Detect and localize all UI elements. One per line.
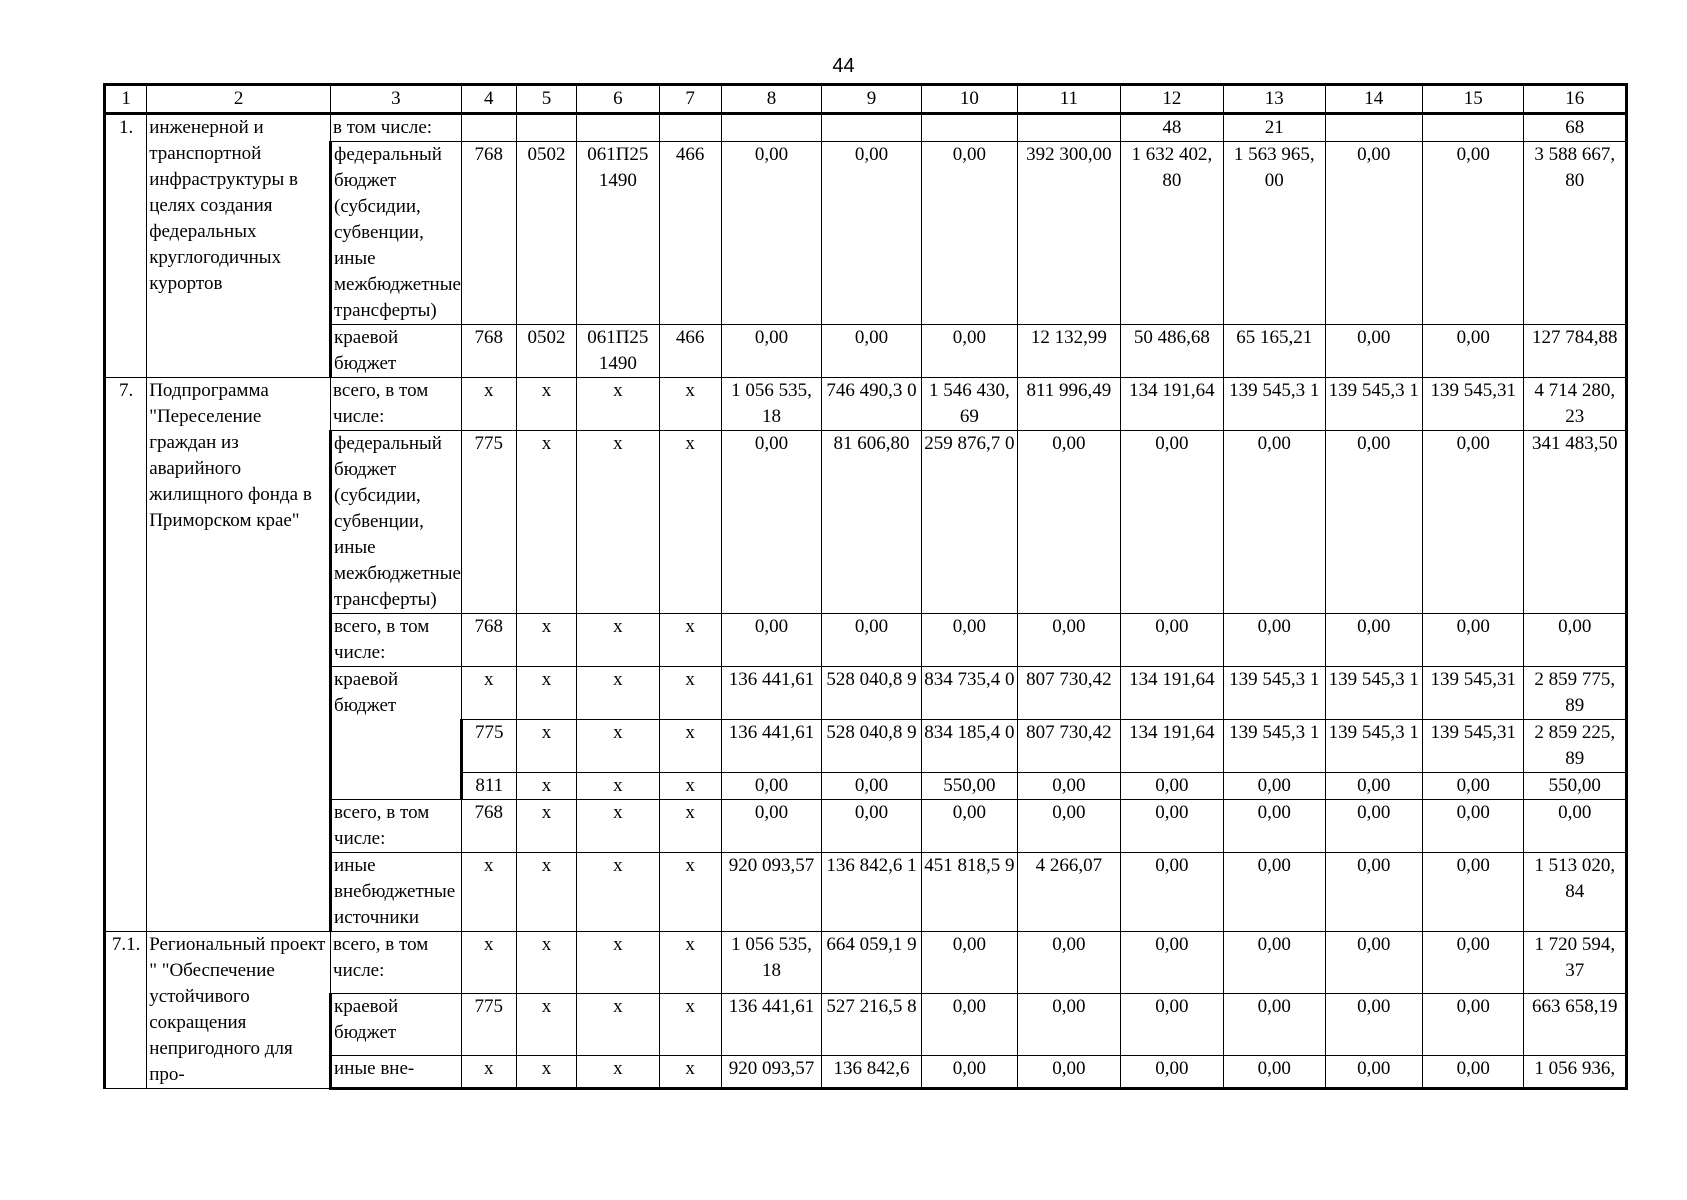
value-cell: x xyxy=(659,853,721,932)
value-cell: 0,00 xyxy=(1018,614,1120,667)
value-cell: x xyxy=(577,853,659,932)
funding-source: всего, в том числе: xyxy=(331,932,462,994)
value-cell: 139 545,3 1 xyxy=(1224,378,1325,431)
value-cell: 139 545,3 1 xyxy=(1224,720,1325,773)
value-cell: 3 588 667, 80 xyxy=(1524,142,1627,325)
value-cell: 139 545,3 1 xyxy=(1325,667,1422,720)
value-cell: 134 191,64 xyxy=(1120,378,1223,431)
value-cell: 0,00 xyxy=(822,614,921,667)
value-cell: x xyxy=(516,1056,576,1089)
value-cell: 0,00 xyxy=(1224,800,1325,853)
value-cell: 061П25 1490 xyxy=(577,142,659,325)
value-cell: 0,00 xyxy=(1325,932,1422,994)
value-cell: 0,00 xyxy=(1224,773,1325,800)
value-cell: 0,00 xyxy=(1120,932,1223,994)
value-cell: x xyxy=(577,994,659,1056)
funding-source: иные внебюджетные источники xyxy=(331,853,462,932)
value-cell: 466 xyxy=(659,142,721,325)
value-cell: 127 784,88 xyxy=(1524,325,1627,378)
value-cell: 0,00 xyxy=(1224,994,1325,1056)
table-row xyxy=(105,994,1627,1056)
value-cell: x xyxy=(461,932,516,994)
header-cell: 14 xyxy=(1325,85,1422,114)
value-cell: x xyxy=(516,431,576,614)
value-cell: 259 876,7 0 xyxy=(921,431,1017,614)
value-cell: 0,00 xyxy=(1018,800,1120,853)
value-cell: x xyxy=(516,667,576,720)
table-row xyxy=(105,1056,1627,1089)
value-cell: x xyxy=(659,614,721,667)
value-cell: 0,00 xyxy=(1422,932,1523,994)
funding-source: краевой бюджет xyxy=(331,325,462,378)
value-cell: x xyxy=(577,720,659,773)
value-cell: 0,00 xyxy=(1325,994,1422,1056)
value-cell: x xyxy=(461,853,516,932)
table-row xyxy=(105,114,1627,142)
header-cell: 12 xyxy=(1120,85,1223,114)
value-cell: 0,00 xyxy=(921,994,1017,1056)
value-cell: 1 632 402, 80 xyxy=(1120,142,1223,325)
value-cell: 0,00 xyxy=(1120,994,1223,1056)
value-cell: 0502 xyxy=(516,142,576,325)
value-cell: 0,00 xyxy=(1325,142,1422,325)
value-cell: 48 xyxy=(1120,114,1223,142)
value-cell: x xyxy=(659,1056,721,1089)
table-row xyxy=(105,667,1627,720)
value-cell: x xyxy=(461,378,516,431)
value-cell: 0,00 xyxy=(1524,800,1627,853)
value-cell: 139 545,3 1 xyxy=(1325,720,1422,773)
value-cell: 2 859 775, 89 xyxy=(1524,667,1627,720)
value-cell: 4 714 280, 23 xyxy=(1524,378,1627,431)
header-cell: 3 xyxy=(331,85,462,114)
value-cell: x xyxy=(577,667,659,720)
value-cell: 0,00 xyxy=(1018,431,1120,614)
value-cell: 775 xyxy=(461,994,516,1056)
value-cell: x xyxy=(461,1056,516,1089)
value-cell: 768 xyxy=(461,142,516,325)
value-cell: 0,00 xyxy=(721,773,821,800)
header-cell: 4 xyxy=(461,85,516,114)
value-cell: 0,00 xyxy=(1422,994,1523,1056)
table-row xyxy=(105,800,1627,853)
value-cell: 0,00 xyxy=(1120,853,1223,932)
budget-table xyxy=(103,83,1628,1090)
value-cell: 920 093,57 xyxy=(721,853,821,932)
value-cell: 136 441,61 xyxy=(721,720,821,773)
value-cell: 341 483,50 xyxy=(1524,431,1627,614)
value-cell: 834 735,4 0 xyxy=(921,667,1017,720)
value-cell: 0,00 xyxy=(721,614,821,667)
value-cell: 775 xyxy=(461,720,516,773)
table-header-row xyxy=(105,85,1627,114)
value-cell: x xyxy=(577,773,659,800)
value-cell: 0,00 xyxy=(1120,614,1223,667)
header-cell: 5 xyxy=(516,85,576,114)
value-cell: 1 513 020, 84 xyxy=(1524,853,1627,932)
value-cell: x xyxy=(516,932,576,994)
header-cell: 6 xyxy=(577,85,659,114)
row-number: 7.1. xyxy=(105,932,147,1089)
funding-source: краевой бюджет xyxy=(331,667,462,800)
program-name: инженерной и транспортной инфраструктуры в целях создания федеральных круглогодичных курортов xyxy=(147,114,331,378)
value-cell: 0,00 xyxy=(1422,773,1523,800)
value-cell: 0,00 xyxy=(1224,932,1325,994)
value-cell: 451 818,5 9 xyxy=(921,853,1017,932)
value-cell: 12 132,99 xyxy=(1018,325,1120,378)
value-cell xyxy=(721,114,821,142)
value-cell: 0,00 xyxy=(1422,142,1523,325)
value-cell: 0,00 xyxy=(1422,1056,1523,1089)
value-cell: 4 266,07 xyxy=(1018,853,1120,932)
value-cell: 920 093,57 xyxy=(721,1056,821,1089)
value-cell: 527 216,5 8 xyxy=(822,994,921,1056)
value-cell: 134 191,64 xyxy=(1120,667,1223,720)
row-number: 7. xyxy=(105,378,147,932)
value-cell: 1 563 965, 00 xyxy=(1224,142,1325,325)
value-cell: 139 545,31 xyxy=(1422,378,1523,431)
value-cell: 664 059,1 9 xyxy=(822,932,921,994)
value-cell: 834 185,4 0 xyxy=(921,720,1017,773)
value-cell: x xyxy=(659,994,721,1056)
value-cell xyxy=(1325,114,1422,142)
header-cell: 2 xyxy=(147,85,331,114)
header-cell: 1 xyxy=(105,85,147,114)
funding-source: всего, в том числе: xyxy=(331,614,462,667)
value-cell: 0,00 xyxy=(1120,773,1223,800)
value-cell: 0,00 xyxy=(1325,325,1422,378)
value-cell: 528 040,8 9 xyxy=(822,667,921,720)
value-cell xyxy=(1018,114,1120,142)
page-number: 44 xyxy=(832,55,855,77)
value-cell: x xyxy=(516,853,576,932)
value-cell: 81 606,80 xyxy=(822,431,921,614)
value-cell: 1 720 594, 37 xyxy=(1524,932,1627,994)
value-cell: 0,00 xyxy=(721,800,821,853)
header-cell: 10 xyxy=(921,85,1017,114)
value-cell: 65 165,21 xyxy=(1224,325,1325,378)
value-cell: 466 xyxy=(659,325,721,378)
value-cell: 550,00 xyxy=(921,773,1017,800)
funding-source: федеральный бюджет (субсидии, субвенции, иные межбюджетные трансферты) xyxy=(331,142,462,325)
value-cell: 0,00 xyxy=(721,431,821,614)
value-cell: x xyxy=(659,800,721,853)
value-cell: 0,00 xyxy=(822,773,921,800)
value-cell: 0,00 xyxy=(1224,431,1325,614)
value-cell xyxy=(659,114,721,142)
funding-source: краевой бюджет xyxy=(331,994,462,1056)
value-cell: 768 xyxy=(461,800,516,853)
value-cell: 0,00 xyxy=(721,142,821,325)
value-cell: x xyxy=(577,800,659,853)
value-cell: 775 xyxy=(461,431,516,614)
value-cell: 663 658,19 xyxy=(1524,994,1627,1056)
value-cell: 139 545,3 1 xyxy=(1224,667,1325,720)
value-cell: x xyxy=(577,614,659,667)
value-cell: x xyxy=(659,773,721,800)
value-cell: 0,00 xyxy=(1224,614,1325,667)
value-cell: x xyxy=(577,431,659,614)
value-cell: 0,00 xyxy=(921,325,1017,378)
row-number: 1. xyxy=(105,114,147,378)
value-cell: x xyxy=(516,773,576,800)
value-cell: 0502 xyxy=(516,325,576,378)
value-cell: 0,00 xyxy=(1325,773,1422,800)
header-cell: 8 xyxy=(721,85,821,114)
value-cell: 550,00 xyxy=(1524,773,1627,800)
funding-source: в том числе: xyxy=(331,114,462,142)
table-row xyxy=(105,853,1627,932)
value-cell: 768 xyxy=(461,614,516,667)
header-cell: 7 xyxy=(659,85,721,114)
value-cell: 0,00 xyxy=(1422,800,1523,853)
program-name: Региональный проект " "Обеспечение устойчивого сокращения непригодного для про- xyxy=(147,932,331,1089)
value-cell: x xyxy=(577,1056,659,1089)
value-cell xyxy=(921,114,1017,142)
value-cell: 768 xyxy=(461,325,516,378)
value-cell: x xyxy=(659,378,721,431)
value-cell: 0,00 xyxy=(1224,853,1325,932)
value-cell: 136 842,6 xyxy=(822,1056,921,1089)
value-cell: x xyxy=(461,667,516,720)
header-cell: 13 xyxy=(1224,85,1325,114)
value-cell: 139 545,3 1 xyxy=(1325,378,1422,431)
table-row xyxy=(105,614,1627,667)
funding-source: всего, в том числе: xyxy=(331,800,462,853)
value-cell: 0,00 xyxy=(1018,1056,1120,1089)
value-cell: 0,00 xyxy=(1325,853,1422,932)
table-row xyxy=(105,325,1627,378)
table-row xyxy=(105,142,1627,325)
value-cell: 0,00 xyxy=(1325,1056,1422,1089)
value-cell: 0,00 xyxy=(921,800,1017,853)
value-cell: 0,00 xyxy=(921,142,1017,325)
header-cell: 11 xyxy=(1018,85,1120,114)
value-cell: 0,00 xyxy=(721,325,821,378)
value-cell: 0,00 xyxy=(822,800,921,853)
value-cell: 0,00 xyxy=(1422,431,1523,614)
value-cell: 0,00 xyxy=(1422,614,1523,667)
value-cell: x xyxy=(659,720,721,773)
value-cell: 1 056 535, 18 xyxy=(721,378,821,431)
value-cell: 0,00 xyxy=(1524,614,1627,667)
value-cell: 811 996,49 xyxy=(1018,378,1120,431)
table-row xyxy=(105,932,1627,994)
value-cell xyxy=(516,114,576,142)
value-cell: 0,00 xyxy=(822,142,921,325)
value-cell: 136 441,61 xyxy=(721,994,821,1056)
value-cell: 0,00 xyxy=(1018,994,1120,1056)
value-cell: 0,00 xyxy=(1325,614,1422,667)
value-cell: 392 300,00 xyxy=(1018,142,1120,325)
value-cell: x xyxy=(577,378,659,431)
value-cell: x xyxy=(516,378,576,431)
value-cell: 746 490,3 0 xyxy=(822,378,921,431)
value-cell: 2 859 225, 89 xyxy=(1524,720,1627,773)
value-cell: x xyxy=(516,800,576,853)
table-row xyxy=(105,431,1627,614)
value-cell: 0,00 xyxy=(1325,800,1422,853)
value-cell xyxy=(1422,114,1523,142)
value-cell xyxy=(577,114,659,142)
value-cell: x xyxy=(516,720,576,773)
value-cell: x xyxy=(516,994,576,1056)
value-cell: 1 546 430, 69 xyxy=(921,378,1017,431)
program-name: Подпрограмма "Переселение граждан из аварийного жилищного фонда в Приморском крае" xyxy=(147,378,331,932)
value-cell: 21 xyxy=(1224,114,1325,142)
value-cell: 0,00 xyxy=(1325,431,1422,614)
value-cell: x xyxy=(659,667,721,720)
value-cell: 134 191,64 xyxy=(1120,720,1223,773)
funding-source: всего, в том числе: xyxy=(331,378,462,431)
value-cell: 811 xyxy=(461,773,516,800)
header-cell: 9 xyxy=(822,85,921,114)
value-cell: 061П25 1490 xyxy=(577,325,659,378)
value-cell: 0,00 xyxy=(1120,800,1223,853)
value-cell: 50 486,68 xyxy=(1120,325,1223,378)
value-cell xyxy=(822,114,921,142)
value-cell: x xyxy=(577,932,659,994)
value-cell: 139 545,31 xyxy=(1422,667,1523,720)
header-cell: 16 xyxy=(1524,85,1627,114)
value-cell: 0,00 xyxy=(1120,1056,1223,1089)
value-cell: 0,00 xyxy=(1224,1056,1325,1089)
value-cell: 0,00 xyxy=(921,932,1017,994)
value-cell: 139 545,31 xyxy=(1422,720,1523,773)
value-cell: 0,00 xyxy=(1018,932,1120,994)
value-cell: x xyxy=(659,932,721,994)
table-row xyxy=(105,378,1627,431)
funding-source: федеральный бюджет (субсидии, субвенции, иные межбюджетные трансферты) xyxy=(331,431,462,614)
value-cell: 0,00 xyxy=(1120,431,1223,614)
value-cell: x xyxy=(516,614,576,667)
funding-source: иные вне- xyxy=(331,1056,462,1089)
value-cell: 807 730,42 xyxy=(1018,667,1120,720)
value-cell: 807 730,42 xyxy=(1018,720,1120,773)
value-cell: 136 441,61 xyxy=(721,667,821,720)
value-cell: 0,00 xyxy=(822,325,921,378)
value-cell: 1 056 936, xyxy=(1524,1056,1627,1089)
value-cell: 68 xyxy=(1524,114,1627,142)
value-cell xyxy=(461,114,516,142)
value-cell: 0,00 xyxy=(1422,325,1523,378)
value-cell: 0,00 xyxy=(921,614,1017,667)
header-cell: 15 xyxy=(1422,85,1523,114)
value-cell: 1 056 535, 18 xyxy=(721,932,821,994)
value-cell: 0,00 xyxy=(921,1056,1017,1089)
value-cell: 136 842,6 1 xyxy=(822,853,921,932)
value-cell: 0,00 xyxy=(1018,773,1120,800)
value-cell: x xyxy=(659,431,721,614)
value-cell: 0,00 xyxy=(1422,853,1523,932)
value-cell: 528 040,8 9 xyxy=(822,720,921,773)
